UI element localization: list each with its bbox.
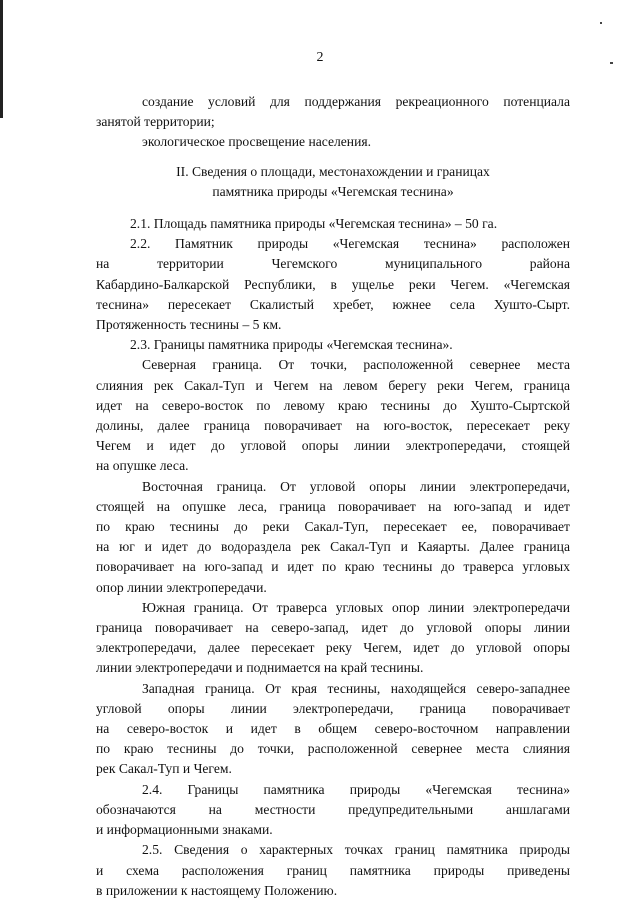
text-line: поворачивает на юго-запад и идет по краю теснины до траверса угловых <box>96 559 570 575</box>
text-line: экологическое просвещение населения. <box>142 134 372 150</box>
text-line: Чегем и идет до угловой опоры линии электропередачи, стоящей <box>96 438 570 454</box>
page-number: 2 <box>316 50 324 65</box>
text-line: рек Сакал-Туп и Чегем. <box>96 761 232 777</box>
text-line: стоящей на опушке леса, граница поворачивает на юго-запад и идет <box>96 498 570 514</box>
scan-speck <box>600 22 602 24</box>
text-line: по краю теснины до реки Сакал-Туп, пересекает ее, поворачивает <box>96 519 570 535</box>
text-line: Протяженность теснины – 5 км. <box>96 317 282 333</box>
text-line: граница поворачивает на северо-запад, идет до угловой опоры линии <box>96 620 570 636</box>
text-line: слияния рек Сакал-Туп и Чегем на левом берегу реки Чегем, граница <box>96 377 570 393</box>
text-line: 2.2. Памятник природы «Чегемская теснина» расположен <box>130 236 570 252</box>
text-line: в приложении к настоящему Положению. <box>96 882 338 898</box>
text-line: 2.3. Границы памятника природы «Чегемская теснина». <box>130 337 453 353</box>
text-line: обозначаются на местности предупредительными аншлагами <box>96 801 570 817</box>
text-line: теснина» пересекает Скалистый хребет, южнее села Хушто-Сырт. <box>96 296 570 312</box>
text-line: опор линии электропередачи. <box>96 579 267 595</box>
text-line: 2.4. Границы памятника природы «Чегемская теснина» <box>142 781 570 797</box>
text-line: угловой опоры линии электропередачи, граница поворачивает <box>96 700 570 716</box>
text-line: на северо-восток и идет в общем северо-восточном направлении <box>96 721 570 737</box>
intro-paragraphs <box>96 92 570 153</box>
text-line: долины, далее граница поворачивает на юго-восток, пересекает реку <box>96 418 570 434</box>
text-line: идет на северо-восток по левому краю теснины до Хушто-Сыртской <box>96 397 570 413</box>
text-line: Южная граница. От траверса угловых опор линии электропередачи <box>142 599 570 615</box>
text-line: и схема расположения границ памятника природы приведены <box>96 862 570 878</box>
text-line: на юг и идет до водораздела рек Сакал-Туп и Каяарты. Далее граница <box>96 539 570 555</box>
text-line: Северная граница. От точки, расположенной севернее места <box>142 357 570 373</box>
text-line: электропередачи, далее пересекает реку Чегем, идет до угловой опоры <box>96 640 570 656</box>
section-body <box>96 214 570 901</box>
heading-line: памятника природы «Чегемская теснина» <box>212 184 454 200</box>
text-line: на опушке леса. <box>96 458 189 474</box>
section-heading <box>96 162 570 202</box>
text-line: по краю теснины до точки, расположенной севернее места слияния <box>96 741 570 757</box>
heading-line: II. Сведения о площади, местонахождении и границах <box>176 164 490 179</box>
text-line: создание условий для поддержания рекреационного потенциала <box>142 94 570 109</box>
text-line: линии электропередачи и поднимается на край теснины. <box>96 660 424 676</box>
text-line: 2.1. Площадь памятника природы «Чегемская теснина» – 50 га. <box>130 216 498 231</box>
text-line: Восточная граница. От угловой опоры линии электропередачи, <box>142 478 570 494</box>
text-line: на территории Чегемского муниципального района <box>96 256 570 272</box>
text-line: Западная граница. От края теснины, находящейся северо-западнее <box>142 680 570 696</box>
text-line: и информационными знаками. <box>96 822 273 838</box>
text-line: Кабардино-Балкарской Республики, в ущелье реки Чегем. «Чегемская <box>96 276 570 292</box>
text-line: 2.5. Сведения о характерных точках границ памятника природы <box>142 842 570 858</box>
text-line: занятой территории; <box>96 114 215 130</box>
